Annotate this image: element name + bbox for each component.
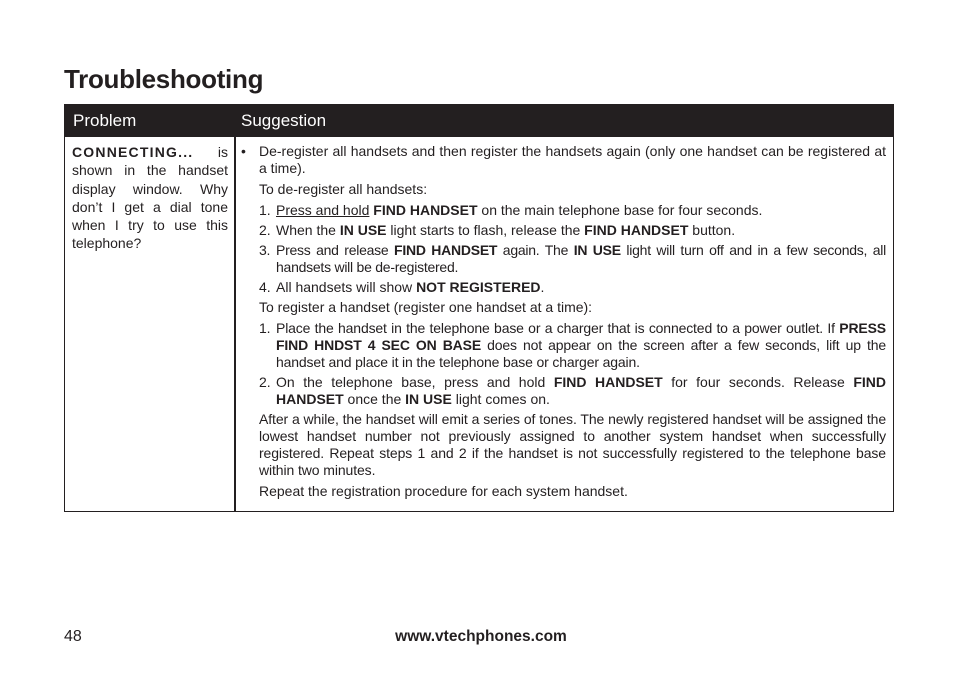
table-header xyxy=(65,105,893,137)
troubleshooting-table xyxy=(64,104,894,512)
step-number: 4. xyxy=(259,279,271,295)
step-number: 2. xyxy=(259,222,271,238)
step-text: for four seconds. Release xyxy=(662,374,854,390)
step-bold: FIND HANDSET xyxy=(276,374,886,407)
step-text: Place the handset in the telephone base or a charger that is connected to a power outlet. If xyxy=(276,320,840,336)
register-step xyxy=(241,320,886,371)
step-text: light will turn off and in a few seconds, all handsets will be de-registered. xyxy=(276,242,887,275)
intro-text: De-register all handsets and then register the handsets again (only one handset can be registered at a time). xyxy=(259,143,886,176)
step-bold: FIND HANDSET xyxy=(373,202,478,218)
deregister-step xyxy=(241,242,886,276)
register-step xyxy=(241,374,886,408)
step-text: On the telephone base, press and hold xyxy=(276,374,554,390)
step-number: 3. xyxy=(259,242,271,258)
step-text: once the xyxy=(343,391,406,407)
final-text: Repeat the registration procedure for each system handset. xyxy=(259,483,628,499)
footer-url: www.vtechphones.com xyxy=(395,628,567,645)
step-number: 2. xyxy=(259,374,271,390)
step-bold: PRESS FIND HNDST 4 SEC ON BASE xyxy=(276,320,886,353)
after-text: After a while, the handset will emit a series of tones. The newly registered handset will be assigned the lowest handset number not previously assigned to another system handset when successfully registered. Repeat steps 1 and 2 if the handset is not successfully registered to the telephone base within two minutes. xyxy=(259,411,886,478)
column-divider xyxy=(234,137,236,511)
step-text: again. The xyxy=(497,242,574,258)
bullet-icon: • xyxy=(241,143,246,159)
suggestion-intro xyxy=(241,143,886,177)
step-text: light comes on. xyxy=(451,391,550,407)
step-bold: IN USE xyxy=(339,222,387,238)
step-number: 1. xyxy=(259,320,271,336)
step-text: All handsets will show xyxy=(276,279,417,295)
step-text: light starts to flash, release the xyxy=(386,222,585,238)
step-bold: FIND HANDSET xyxy=(584,222,689,238)
register-heading: To register a handset (register one handset at a time): xyxy=(259,299,593,315)
step-bold: FIND HANDSET xyxy=(394,242,498,258)
step-text: on the main telephone base for four seconds. xyxy=(477,202,763,218)
page-number: 48 xyxy=(64,628,82,645)
deregister-heading: To de-register all handsets: xyxy=(259,181,428,197)
problem-text: is shown in the handset display window. Why don’t I get a dial tone when I try to use this telephone? xyxy=(72,144,228,252)
step-number: 1. xyxy=(259,202,271,218)
step-text: Press and hold xyxy=(276,202,370,218)
step-bold: IN USE xyxy=(405,391,452,407)
problem-cell xyxy=(72,143,228,253)
step-bold: FIND HANDSET xyxy=(553,374,663,390)
problem-lead: CONNECTING... xyxy=(72,144,194,160)
step-text: button. xyxy=(688,222,736,238)
step-bold: NOT REGISTERED xyxy=(416,279,541,295)
deregister-step xyxy=(241,222,886,239)
suggestion-cell xyxy=(241,143,886,504)
page-title: Troubleshooting xyxy=(64,64,264,94)
deregister-step xyxy=(241,279,886,296)
step-bold: IN USE xyxy=(573,242,621,258)
deregister-step xyxy=(241,202,886,219)
step-text: . xyxy=(540,279,545,295)
step-text: does not appear on the screen after a few seconds, lift up the handset and place it in the telephone base or charger again. xyxy=(276,337,886,370)
step-text: When the xyxy=(276,222,340,238)
header-suggestion: Suggestion xyxy=(241,111,327,130)
header-problem: Problem xyxy=(73,111,137,130)
step-text: Press and release xyxy=(276,242,395,258)
